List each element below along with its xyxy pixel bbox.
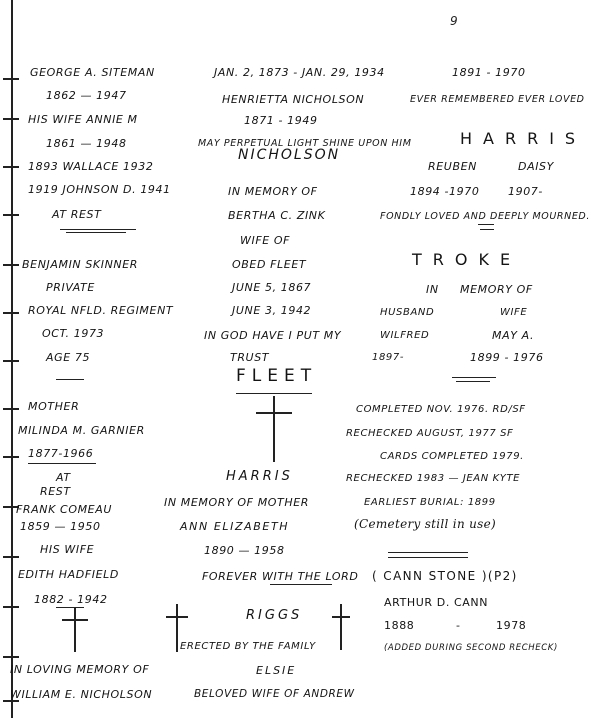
- troke-memory-of: MEMORY OF: [460, 283, 533, 296]
- binding-tick: [3, 408, 19, 410]
- page-number: 9: [450, 14, 458, 28]
- earliest-burial-note: EARLIEST BURIAL: 1899: [364, 497, 496, 508]
- ann-elizabeth: ANN ELIZABETH: [180, 520, 290, 533]
- troke-surname: TROKE: [412, 250, 522, 269]
- fleet-surname: FLEET: [236, 366, 318, 386]
- comeau-name: FRANK COMEAU: [16, 503, 112, 516]
- underline-mark: [452, 377, 496, 378]
- daisy-dates: 1907-: [508, 185, 543, 198]
- daisy-name: DAISY: [518, 160, 554, 173]
- cann-dash: -: [456, 619, 461, 632]
- binding-tick: [3, 656, 19, 658]
- fondly-loved: FONDLY LOVED AND DEEPLY MOURNED.: [380, 211, 590, 222]
- binding-margin: [0, 0, 22, 718]
- binding-tick: [3, 166, 19, 168]
- harris-surname-col3: HARRIS: [460, 129, 587, 148]
- henrietta-name: HENRIETTA NICHOLSON: [222, 93, 365, 106]
- reuben-name: REUBEN: [428, 160, 477, 173]
- cann-stone-heading: ( CANN STONE )(P2): [372, 569, 518, 583]
- god-trust-line2: TRUST: [230, 351, 270, 364]
- skinner-age: AGE 75: [46, 351, 91, 364]
- johnson-line: 1919 JOHNSON D. 1941: [28, 183, 171, 196]
- zink-memory: IN MEMORY OF: [228, 185, 318, 198]
- underline-mark: [270, 584, 332, 585]
- ever-remembered: EVER REMEMBERED EVER LOVED: [410, 94, 585, 105]
- binding-tick: [3, 556, 19, 558]
- underline-mark: [388, 552, 468, 553]
- grave-cross-symbol: [330, 604, 352, 650]
- completed-note: COMPLETED NOV. 1976. RD/SF: [356, 404, 526, 415]
- annie-dates: 1861 — 1948: [46, 137, 127, 150]
- binding-tick: [3, 360, 19, 362]
- rechecked-1983-note: RECHECKED 1983 — JEAN KYTE: [346, 473, 521, 484]
- siteman-name: GEORGE A. SITEMAN: [30, 66, 155, 79]
- underline-mark: [28, 463, 96, 464]
- reuben-dates: 1894 -1970: [410, 185, 480, 198]
- elsie-name: ELSIE: [256, 664, 297, 677]
- troke-in: IN: [426, 283, 439, 296]
- nicholson-memory: IN LOVING MEMORY OF: [10, 663, 150, 676]
- wallace-line: 1893 WALLACE 1932: [28, 160, 154, 173]
- hadfield-name: EDITH HADFIELD: [18, 568, 119, 581]
- underline-mark: [478, 224, 494, 225]
- skinner-date: OCT. 1973: [42, 327, 105, 340]
- cemetery-in-use-note: (Cemetery still in use): [354, 517, 496, 531]
- binding-tick: [3, 606, 19, 608]
- wilfred-name: WILFRED: [380, 330, 430, 341]
- underline-mark: [66, 232, 126, 233]
- may-dates: 1899 - 1976: [470, 351, 544, 364]
- henrietta-dates: 1871 - 1949: [244, 114, 318, 127]
- hadfield-dates: 1882 - 1942: [34, 593, 108, 606]
- nicholson-surname: NICHOLSON: [238, 147, 341, 163]
- binding-tick: [3, 312, 19, 314]
- binding-tick: [3, 264, 19, 266]
- col3-dates-top: 1891 - 1970: [452, 66, 526, 79]
- cann-name: ARTHUR D. CANN: [384, 596, 489, 609]
- riggs-surname: RIGGS: [246, 608, 303, 623]
- troke-husband: HUSBAND: [380, 307, 435, 318]
- may-name: MAY A.: [492, 329, 535, 342]
- zink-wife-of: WIFE OF: [240, 234, 291, 247]
- elsie-relation: BELOVED WIFE OF ANDREW: [194, 688, 355, 700]
- perpetual-light-inscription: MAY PERPETUAL LIGHT SHINE UPON HIM: [198, 138, 412, 149]
- garnier-at: AT: [56, 471, 71, 484]
- garnier-name: MILINDA M. GARNIER: [18, 424, 145, 437]
- forever-lord: FOREVER WITH THE LORD: [202, 570, 359, 583]
- binding-tick: [3, 456, 19, 458]
- troke-wife: WIFE: [500, 307, 528, 318]
- zink-death: JUNE 3, 1942: [232, 304, 312, 317]
- at-rest: AT REST: [52, 208, 102, 221]
- underline-mark: [480, 229, 494, 230]
- grave-cross-symbol: [254, 396, 294, 462]
- underline-mark: [456, 381, 490, 382]
- harris-memory: IN MEMORY OF MOTHER: [164, 496, 310, 509]
- annie-name: HIS WIFE ANNIE M: [28, 113, 138, 126]
- comeau-dates: 1859 — 1950: [20, 520, 101, 533]
- harris-surname: HARRIS: [226, 469, 293, 484]
- wilfred-dates: 1897-: [372, 352, 405, 363]
- binding-tick: [3, 78, 19, 80]
- skinner-rank: PRIVATE: [46, 281, 95, 294]
- binding-tick: [3, 214, 19, 216]
- garnier-rest: REST: [40, 485, 71, 498]
- cann-birth: 1888: [384, 619, 415, 632]
- obed-fleet: OBED FLEET: [232, 258, 307, 271]
- underline-mark: [236, 393, 312, 394]
- riggs-family: ERECTED BY THE FAMILY: [180, 641, 316, 652]
- cards-completed-note: CARDS COMPLETED 1979.: [380, 451, 524, 462]
- skinner-name: BENJAMIN SKINNER: [22, 258, 139, 271]
- rechecked-note: RECHECKED AUGUST, 1977 SF: [346, 428, 514, 439]
- added-recheck-note: (ADDED DURING SECOND RECHECK): [384, 643, 558, 653]
- zink-birth: JUNE 5, 1867: [232, 281, 312, 294]
- ann-dates: 1890 — 1958: [204, 544, 285, 557]
- garnier-mother: MOTHER: [28, 400, 80, 413]
- cann-death: 1978: [496, 619, 527, 632]
- zink-name: BERTHA C. ZINK: [228, 209, 326, 222]
- hadfield-wife: HIS WIFE: [40, 543, 95, 556]
- god-trust-line1: IN GOD HAVE I PUT MY: [204, 329, 342, 342]
- binding-rule: [11, 0, 13, 718]
- nicholson-dates-line: JAN. 2, 1873 - JAN. 29, 1934: [214, 66, 385, 79]
- nicholson-name: WILLIAM E. NICHOLSON: [10, 688, 153, 701]
- separator-mark: [56, 379, 84, 380]
- underline-mark: [388, 557, 468, 558]
- grave-cross-symbol: [60, 608, 90, 652]
- binding-tick: [3, 118, 19, 120]
- garnier-dates: 1877-1966: [28, 447, 94, 460]
- underline-mark: [60, 229, 136, 230]
- skinner-regiment: ROYAL NFLD. REGIMENT: [28, 304, 174, 317]
- siteman-dates: 1862 — 1947: [46, 89, 127, 102]
